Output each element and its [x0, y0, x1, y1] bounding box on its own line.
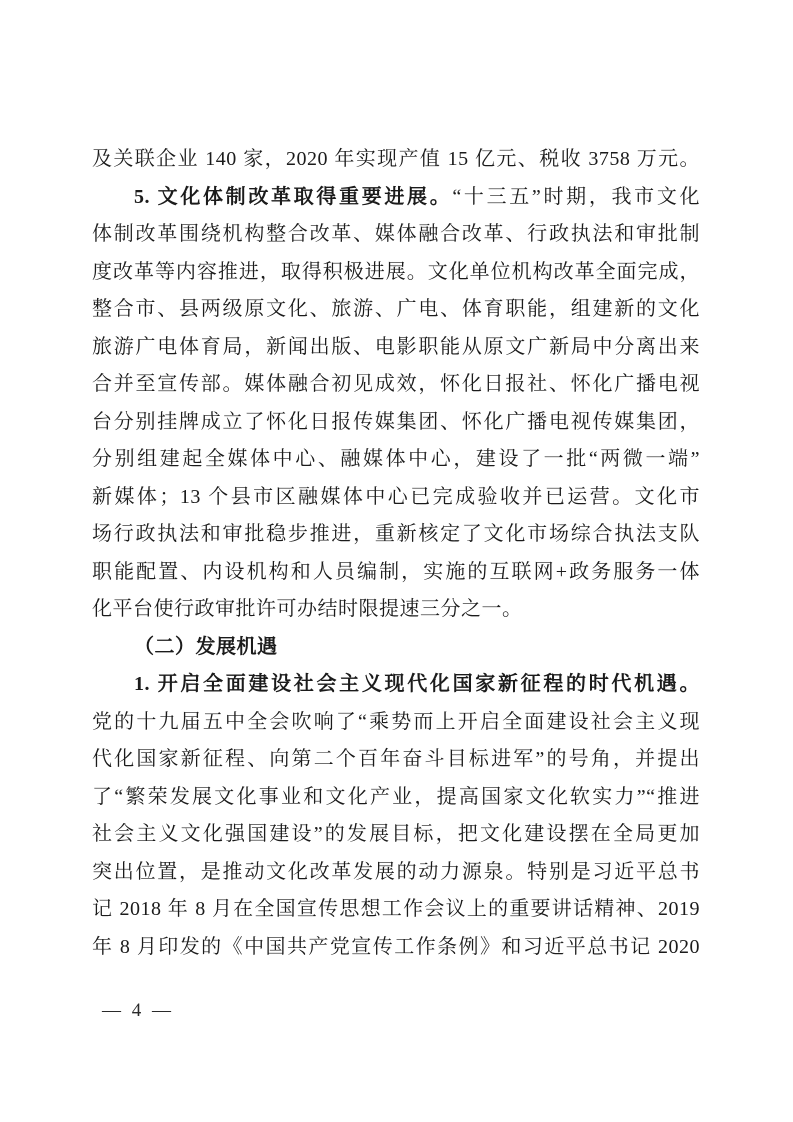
body-text: 场行政执法和审批稳步推进，重新核定了文化市场综合执法支队: [92, 523, 700, 545]
body-text: 社会主义文化强国建设”的发展目标，把文化建设摆在全局更加: [92, 823, 700, 845]
body-text: 记 2018 年 8 月在全国宣传思想工作会议上的重要讲话精神、2019: [92, 898, 700, 920]
body-text: 体制改革围绕机构整合改革、媒体融合改革、行政执法和审批制: [92, 223, 700, 245]
body-line: [92, 854, 700, 892]
body-text: 了“繁荣发展文化事业和文化产业，提高国家文化软实力”“推进: [92, 785, 700, 808]
body-line: [92, 141, 700, 179]
body-line: [92, 816, 700, 854]
body-text: 旅游广电体育局，新闻出版、电影职能从原文广新局中分离出来: [92, 335, 700, 358]
body-text: 年 8 月印发的《中国共产党宣传工作条例》和习近平总书记 2020: [92, 935, 700, 958]
body-line: [92, 891, 700, 929]
body-text: 分别组建起全媒体中心、融媒体中心，建设了一批“两微一端”: [92, 448, 700, 470]
body-text: 职能配置、内设机构和人员编制，实施的互联网+政务服务一体: [92, 560, 700, 583]
body-text: 化平台使行政审批许可办结时限提速三分之一。: [92, 598, 523, 620]
body-line: [92, 591, 700, 629]
body-line: [92, 554, 700, 592]
paragraph-lead-bold: 5. 文化体制改革取得重要进展。: [134, 185, 453, 208]
body-line: [92, 516, 700, 554]
body-text: 新媒体；13 个县市区融媒体中心已完成验收并已运营。文化市: [92, 485, 700, 508]
page-number: — 4 —: [102, 1000, 174, 1021]
heading-text: （二）发展机遇: [134, 635, 278, 658]
body-line: [92, 704, 700, 742]
body-line: [92, 479, 700, 517]
paragraph-lead-bold: 1. 开启全面建设社会主义现代化国家新征程的时代机遇。: [134, 673, 700, 695]
body-line: [92, 216, 700, 254]
body-text: 党的十九届五中全会吹响了“乘势而上开启全面建设社会主义现: [92, 710, 700, 733]
body-line: [92, 254, 700, 292]
body-text: 合并至宣传部。媒体融合初见成效，怀化日报社、怀化广播电视: [92, 373, 700, 395]
subsection-heading: [92, 629, 700, 667]
body-line: [92, 179, 700, 217]
body-line: [92, 404, 700, 442]
body-line: [92, 291, 700, 329]
body-line: [92, 441, 700, 479]
body-line: [92, 366, 700, 404]
body-text: 整合市、县两级原文化、旅游、广电、体育职能，组建新的文化: [92, 298, 700, 320]
body-line: [92, 666, 700, 704]
body-text: 度改革等内容推进，取得积极进展。文化单位机构改革全面完成，: [92, 260, 700, 283]
text-block: [92, 141, 700, 966]
body-line: [92, 741, 700, 779]
body-line: [92, 779, 700, 817]
body-text: “十三五”时期，我市文化: [452, 185, 700, 208]
body-line: [92, 929, 700, 967]
body-text: 及关联企业 140 家，2020 年实现产值 15 亿元、税收 3758 万元。: [92, 148, 700, 170]
body-text: 台分别挂牌成立了怀化日报传媒集团、怀化广播电视传媒集团，: [92, 410, 700, 433]
body-text: 突出位置，是推动文化改革发展的动力源泉。特别是习近平总书: [92, 860, 700, 883]
body-line: [92, 329, 700, 367]
body-text: 代化国家新征程、向第二个百年奋斗目标进军”的号角，并提出: [92, 748, 700, 770]
